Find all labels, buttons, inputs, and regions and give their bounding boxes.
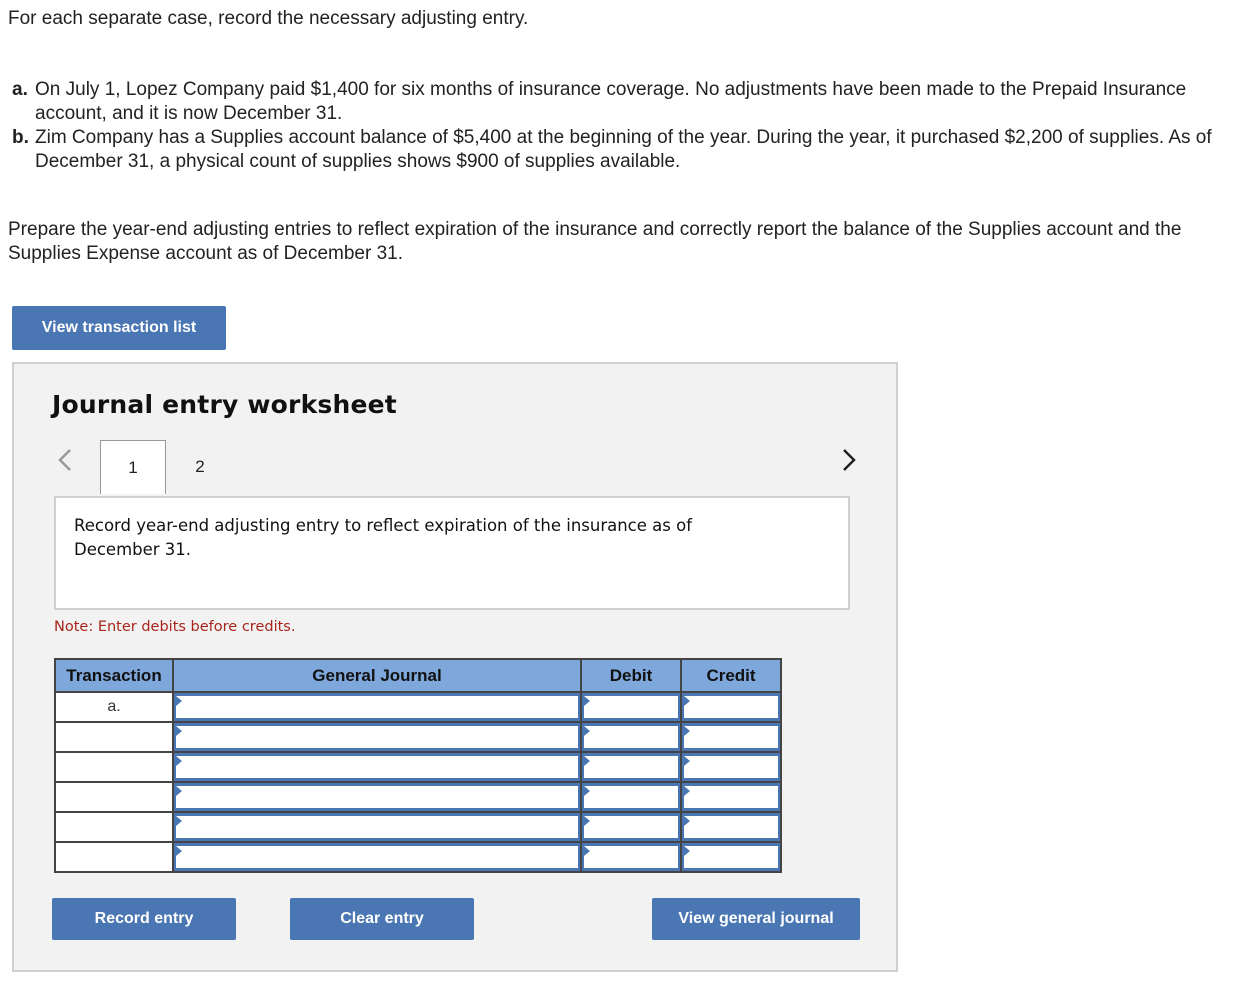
credit-input[interactable] — [681, 782, 781, 812]
worksheet-title: Journal entry worksheet — [52, 390, 397, 419]
debit-input[interactable] — [581, 722, 681, 752]
credit-input[interactable] — [681, 722, 781, 752]
instruction-box — [54, 496, 850, 610]
transaction-cell — [55, 842, 173, 872]
note-text: Note: Enter debits before credits. — [54, 619, 296, 635]
case-item — [12, 78, 1212, 126]
transaction-cell — [55, 812, 173, 842]
chevron-left-icon[interactable] — [54, 446, 76, 474]
intro-text: For each separate case, record the necessary adjusting entry. — [8, 8, 529, 29]
table-row — [55, 752, 781, 782]
journal-table — [54, 658, 782, 873]
account-input[interactable] — [173, 842, 581, 872]
transaction-cell: a. — [55, 692, 173, 722]
credit-input[interactable] — [681, 812, 781, 842]
case-label: a. — [12, 79, 28, 100]
debit-input[interactable] — [581, 812, 681, 842]
account-input[interactable] — [173, 752, 581, 782]
case-list — [12, 78, 1212, 174]
table-row — [55, 722, 781, 752]
column-header-transaction: Transaction — [55, 659, 173, 692]
journal-header-row — [55, 659, 781, 692]
instruction-text: Record year-end adjusting entry to reflect expiration of the insurance as of December 31. — [74, 516, 693, 559]
table-row — [55, 692, 781, 722]
debit-input[interactable] — [581, 752, 681, 782]
tab-2[interactable]: 2 — [195, 457, 205, 476]
debit-input[interactable] — [581, 692, 681, 722]
account-input[interactable] — [173, 692, 581, 722]
case-label: b. — [12, 127, 29, 148]
view-transaction-list-button[interactable]: View transaction list — [12, 306, 226, 350]
journal-entry-worksheet — [12, 362, 898, 972]
credit-input[interactable] — [681, 692, 781, 722]
column-header-general-journal: General Journal — [173, 659, 581, 692]
account-input[interactable] — [173, 812, 581, 842]
case-text: On July 1, Lopez Company paid $1,400 for six months of insurance coverage. No adjustments have been made to the Prepaid Insurance account, and it is now December 31. — [35, 79, 1187, 124]
account-input[interactable] — [173, 782, 581, 812]
debit-input[interactable] — [581, 842, 681, 872]
credit-input[interactable] — [681, 842, 781, 872]
case-item — [12, 126, 1212, 174]
transaction-cell — [55, 722, 173, 752]
tab-1[interactable]: 1 — [100, 440, 166, 494]
clear-entry-button[interactable]: Clear entry — [290, 898, 474, 940]
account-input[interactable] — [173, 722, 581, 752]
debit-input[interactable] — [581, 782, 681, 812]
table-row — [55, 812, 781, 842]
view-general-journal-button[interactable]: View general journal — [652, 898, 860, 940]
column-header-credit: Credit — [681, 659, 781, 692]
case-text: Zim Company has a Supplies account balance of $5,400 at the beginning of the year. During the year, it purchased $2,200 of supplies. As of December 31, a physical count of supplies shows $900 of supplies available. — [35, 127, 1212, 172]
table-row — [55, 782, 781, 812]
table-row — [55, 842, 781, 872]
transaction-cell — [55, 782, 173, 812]
prepare-instructions: Prepare the year-end adjusting entries to reflect expiration of the insurance and correctly report the balance of the Supplies account and the Supplies Expense account as of December 31. — [8, 219, 1182, 264]
record-entry-button[interactable]: Record entry — [52, 898, 236, 940]
credit-input[interactable] — [681, 752, 781, 782]
column-header-debit: Debit — [581, 659, 681, 692]
transaction-cell — [55, 752, 173, 782]
chevron-right-icon[interactable] — [838, 446, 860, 474]
